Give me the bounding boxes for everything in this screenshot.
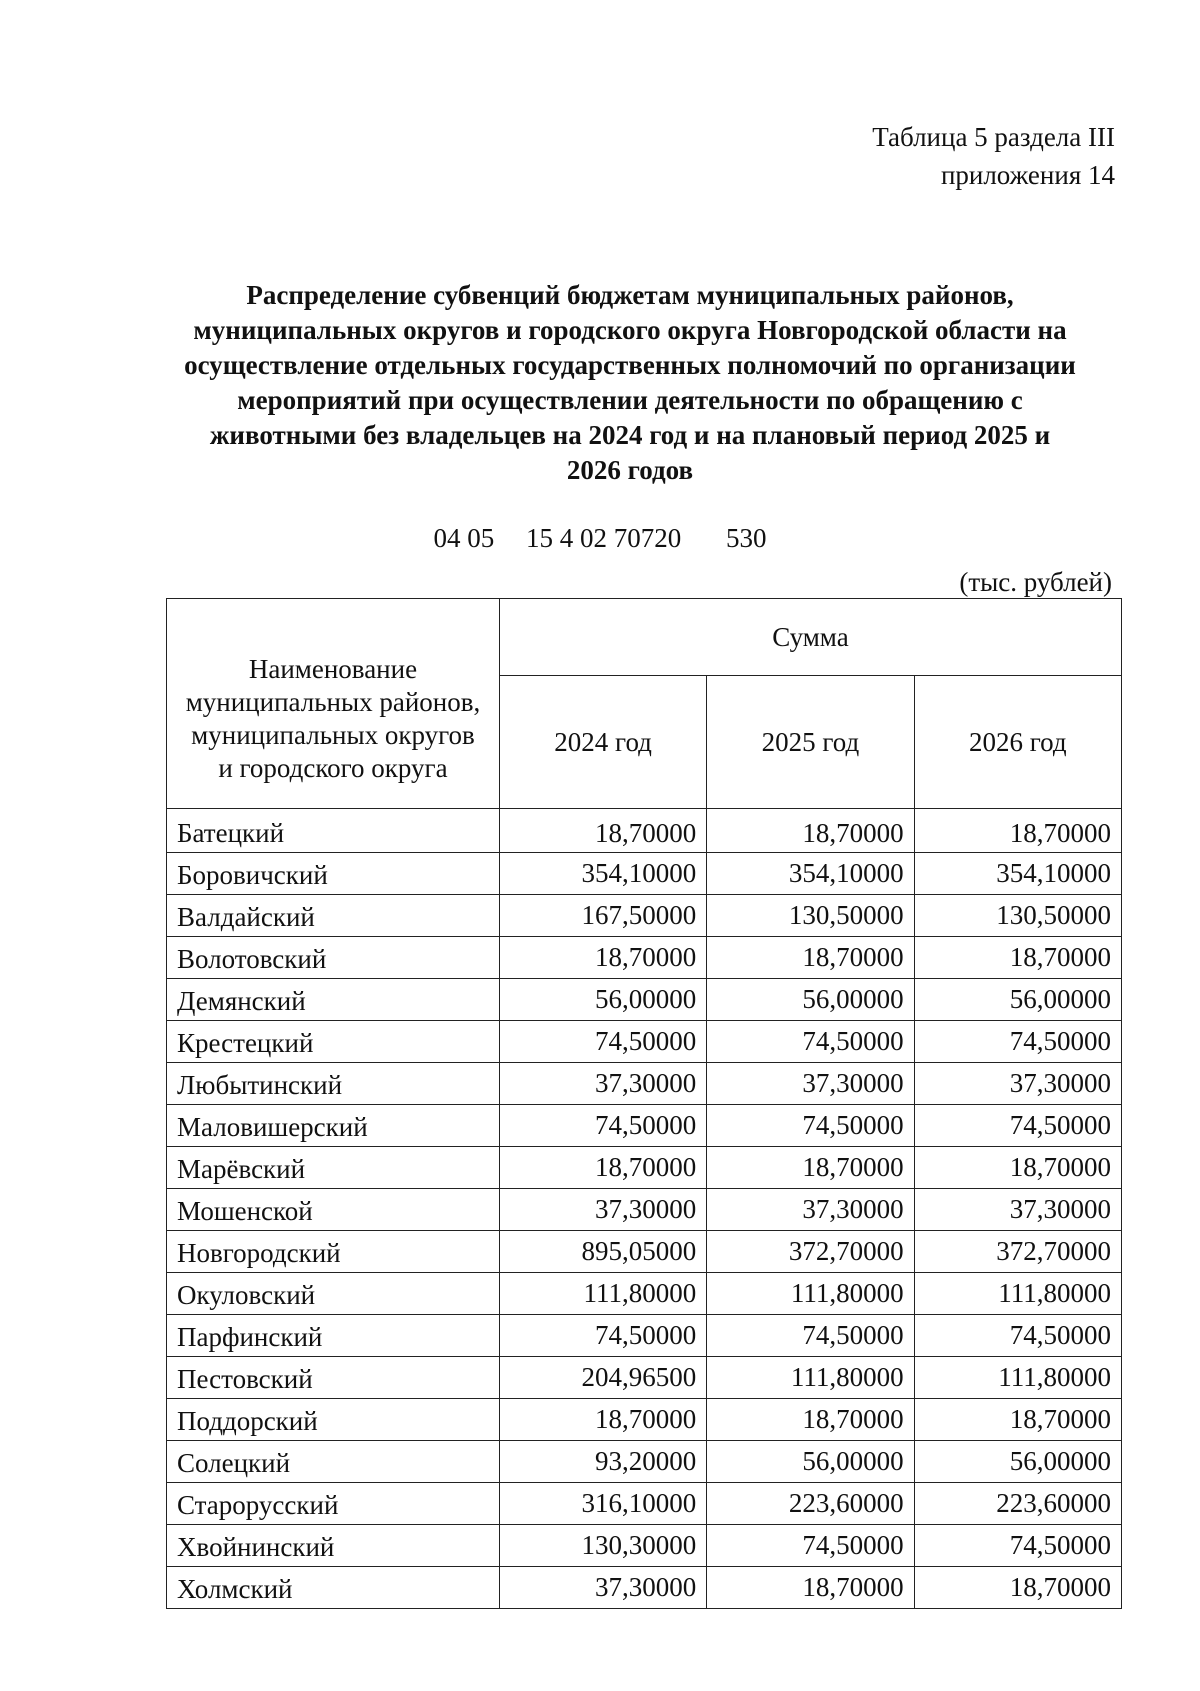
value-2025-cell: 56,00000 [707,1441,914,1483]
value-2026-cell: 74,50000 [914,1315,1121,1357]
district-name-cell: Волотовский [167,937,500,979]
table-row [167,1315,1122,1357]
value-2026-cell: 111,80000 [914,1357,1121,1399]
value-2026-cell: 74,50000 [914,1105,1121,1147]
table-row [167,1525,1122,1567]
value-2025-cell: 18,70000 [707,1399,914,1441]
value-2026-cell: 372,70000 [914,1231,1121,1273]
units-label: (тыс. рублей) [959,567,1112,597]
header-name-line: муниципальных округов [191,719,475,750]
value-2024-cell: 130,30000 [499,1525,706,1567]
value-2025-cell: 74,50000 [707,1525,914,1567]
value-2026-cell: 74,50000 [914,1021,1121,1063]
header-name-line: муниципальных районов, [185,686,481,717]
header-name-line: и городского округа [218,752,448,783]
table-row [167,1483,1122,1525]
value-2026-cell: 111,80000 [914,1273,1121,1315]
table-row [167,1063,1122,1105]
value-2025-cell: 130,50000 [707,895,914,937]
header-sum: Сумма [499,599,1121,676]
value-2026-cell: 37,30000 [914,1063,1121,1105]
header-name [167,599,500,809]
district-name-cell: Валдайский [167,895,500,937]
value-2025-cell: 56,00000 [707,979,914,1021]
value-2024-cell: 74,50000 [499,1315,706,1357]
table-row [167,1105,1122,1147]
title-line: животными без владельцев на 2024 год и на плановый период 2025 и [209,420,1051,450]
district-name-cell: Любытинский [167,1063,500,1105]
code-target: 15 4 02 70720 [526,523,682,553]
header-year-2025: 2025 год [707,676,914,809]
value-2024-cell: 316,10000 [499,1483,706,1525]
value-2024-cell: 895,05000 [499,1231,706,1273]
budget-classification-code [0,522,1200,554]
district-name-cell: Холмский [167,1567,500,1609]
subsidy-table [166,598,1122,1609]
value-2024-cell: 18,70000 [499,937,706,979]
value-2025-cell: 18,70000 [707,1147,914,1189]
table-row [167,1147,1122,1189]
table-row [167,1567,1122,1609]
value-2024-cell: 74,50000 [499,1105,706,1147]
district-name-cell: Маловишерский [167,1105,500,1147]
code-section: 04 05 [433,523,495,553]
district-name-cell: Пестовский [167,1357,500,1399]
district-name-cell: Демянский [167,979,500,1021]
value-2025-cell: 18,70000 [707,809,914,853]
value-2025-cell: 111,80000 [707,1273,914,1315]
value-2025-cell: 18,70000 [707,937,914,979]
value-2025-cell: 37,30000 [707,1063,914,1105]
title-line: Распределение субвенций бюджетам муниципальных районов, [246,280,1014,310]
value-2024-cell: 18,70000 [499,809,706,853]
value-2026-cell: 354,10000 [914,853,1121,895]
value-2024-cell: 93,20000 [499,1441,706,1483]
value-2024-cell: 18,70000 [499,1399,706,1441]
table-row [167,853,1122,895]
value-2025-cell: 111,80000 [707,1357,914,1399]
value-2025-cell: 18,70000 [707,1567,914,1609]
value-2025-cell: 37,30000 [707,1189,914,1231]
table-row [167,1021,1122,1063]
district-name-cell: Поддорский [167,1399,500,1441]
title-line: мероприятий при осуществлении деятельности по обращению с [237,385,1023,415]
document-reference [872,118,1115,194]
header-year-2024: 2024 год [499,676,706,809]
value-2024-cell: 37,30000 [499,1063,706,1105]
district-name-cell: Боровичский [167,853,500,895]
table-row [167,809,1122,853]
value-2024-cell: 74,50000 [499,1021,706,1063]
value-2024-cell: 18,70000 [499,1147,706,1189]
value-2024-cell: 167,50000 [499,895,706,937]
value-2024-cell: 354,10000 [499,853,706,895]
value-2024-cell: 204,96500 [499,1357,706,1399]
district-name-cell: Парфинский [167,1315,500,1357]
value-2026-cell: 56,00000 [914,979,1121,1021]
value-2025-cell: 372,70000 [707,1231,914,1273]
title-line: муниципальных округов и городского округа Новгородской области на [193,315,1067,345]
value-2025-cell: 74,50000 [707,1021,914,1063]
district-name-cell: Хвойнинский [167,1525,500,1567]
district-name-cell: Старорусский [167,1483,500,1525]
table-header-row [167,599,1122,676]
value-2025-cell: 223,60000 [707,1483,914,1525]
value-2026-cell: 18,70000 [914,937,1121,979]
value-2024-cell: 37,30000 [499,1189,706,1231]
reference-line-2: приложения 14 [940,160,1115,190]
table-row [167,1189,1122,1231]
table-row [167,1357,1122,1399]
table-row [167,1399,1122,1441]
district-name-cell: Солецкий [167,1441,500,1483]
value-2024-cell: 37,30000 [499,1567,706,1609]
value-2026-cell: 223,60000 [914,1483,1121,1525]
table-row [167,895,1122,937]
value-2025-cell: 74,50000 [707,1105,914,1147]
table-row [167,1231,1122,1273]
value-2024-cell: 56,00000 [499,979,706,1021]
value-2026-cell: 56,00000 [914,1441,1121,1483]
district-name-cell: Мошенской [167,1189,500,1231]
district-name-cell: Крестецкий [167,1021,500,1063]
title-line: осуществление отдельных государственных полномочий по организации [184,350,1076,380]
code-expense-type: 530 [726,523,767,553]
value-2026-cell: 18,70000 [914,809,1121,853]
value-2026-cell: 18,70000 [914,1147,1121,1189]
value-2026-cell: 37,30000 [914,1189,1121,1231]
district-name-cell: Марёвский [167,1147,500,1189]
header-year-2026: 2026 год [914,676,1121,809]
value-2026-cell: 74,50000 [914,1525,1121,1567]
table-row [167,1273,1122,1315]
table-row [167,937,1122,979]
value-2026-cell: 18,70000 [914,1399,1121,1441]
table-row [167,1441,1122,1483]
title-line: 2026 годов [566,455,694,485]
district-name-cell: Батецкий [167,809,500,853]
value-2025-cell: 74,50000 [707,1315,914,1357]
table-body [167,809,1122,1609]
district-name-cell: Окуловский [167,1273,500,1315]
district-name-cell: Новгородский [167,1231,500,1273]
value-2026-cell: 130,50000 [914,895,1121,937]
value-2024-cell: 111,80000 [499,1273,706,1315]
table-row [167,979,1122,1021]
value-2025-cell: 354,10000 [707,853,914,895]
reference-line-1: Таблица 5 раздела III [872,122,1115,152]
header-name-line: Наименование [248,653,418,684]
value-2026-cell: 18,70000 [914,1567,1121,1609]
document-title [150,278,1110,488]
